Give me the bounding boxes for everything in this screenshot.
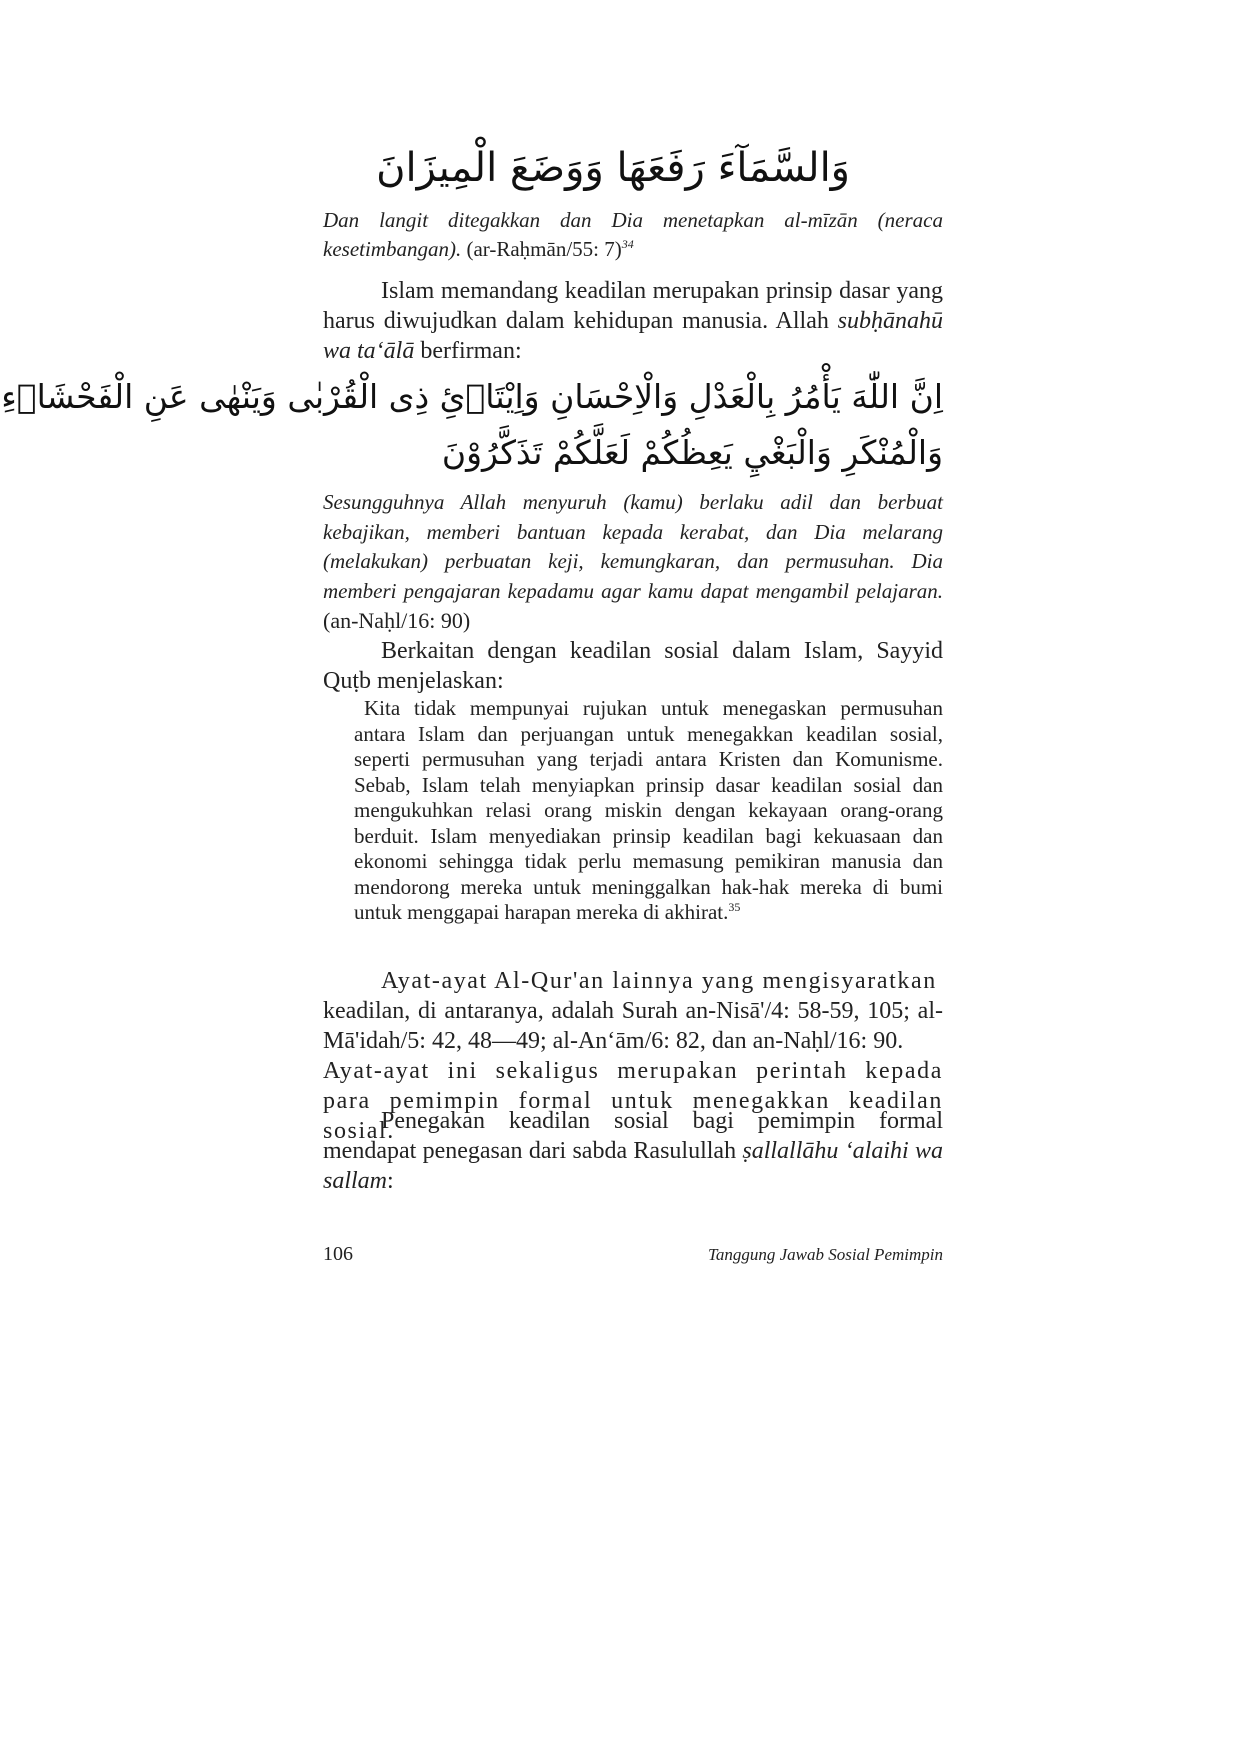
salawat-italic: ṣallallāhu ‘alaihi wa sallam bbox=[323, 1138, 943, 1194]
paragraph-end: berfirman: bbox=[414, 338, 522, 364]
translation-text: Sesungguhnya Allah menyuruh (kamu) berlaku adil dan berbuat kebajikan, memberi bantuan kepada kerabat, dan Dia melarang (melakukan) perbuatan keji, kemungkaran, dan permusuhan. Dia memberi pengajaran kepadamu agar kamu dapat mengambil pelajaran. bbox=[323, 490, 943, 603]
quote-text: Kita tidak mempunyai rujukan untuk menegaskan permusuhan antara Islam dan perjuangan untuk menegakkan keadilan sosial, seperti permusuhan yang terjadi antara Kristen dan Komunisme. Sebab, Islam telah menyiapkan prinsip dasar keadilan sosial dan mengukuhkan relasi orang miskin dengan kekayaan orang-orang berduit. Islam menyediakan prinsip keadilan bagi kekuasaan dan ekonomi sehingga tidak perlu memasung pemikiran manusia dan mendorong mereka untuk meninggalkan hak-hak mereka di bumi untuk menggapai harapan mereka di akhirat. bbox=[354, 696, 943, 924]
paragraph-references: keadilan, di antaranya, adalah Surah an-Nisā'/4: 58-59, 105; al-Mā'idah/5: 42, 48—49; al-An‘ām/6: 82, dan an-Naḥl/16: 90. bbox=[323, 998, 943, 1054]
block-quote-sayyid-qutb bbox=[354, 696, 943, 926]
verse-translation-ar-rahman bbox=[323, 206, 943, 264]
paragraph-sayyid-qutb: Berkaitan dengan keadilan sosial dalam Islam, Sayyid Quṭb menjelaskan: bbox=[323, 638, 943, 694]
arabic-verse-an-nahl-line1: اِنَّ اللّٰهَ يَأْمُرُ بِالْعَدْلِ وَالْاِحْسَانِ وَاِيْتَاۤئِ ذِى الْقُرْبٰى وَيَنْهٰى عَنِ الْفَحْشَاۤءِ bbox=[1, 377, 943, 416]
paragraph-text: Penegakan keadilan sosial bagi pemimpin formal mendapat penegasan dari sabda Rasulullah bbox=[323, 1108, 943, 1164]
verse-reference: (ar-Raḥmān/55: 7) bbox=[466, 237, 622, 261]
paragraph-end: : bbox=[387, 1168, 394, 1194]
paragraph-penegakan bbox=[323, 1106, 943, 1196]
footnote-marker: 34 bbox=[621, 237, 634, 251]
paragraph-keadilan-prinsip bbox=[323, 276, 943, 366]
paragraph-spaced-sentence: Ayat-ayat ini sekaligus merupakan perintah kepada para pemimpin formal untuk menegakkan keadilan sosial. bbox=[323, 1058, 943, 1144]
paragraph-first-line: Ayat-ayat Al-Qur'an lainnya yang mengisyaratkan bbox=[381, 968, 937, 994]
paragraph-text: Islam memandang keadilan merupakan prinsip dasar yang harus diwujudkan dalam kehidupan manusia. Allah bbox=[323, 278, 943, 334]
verse-reference: (an-Naḥl/16: 90) bbox=[323, 608, 471, 633]
running-head: Tanggung Jawab Sosial Pemimpin bbox=[707, 1245, 943, 1264]
arabic-verse-ar-rahman: وَالسَّمَآءَ رَفَعَهَا وَوَضَعَ الْمِيزَانَ bbox=[376, 145, 850, 191]
page-number: 106 bbox=[323, 1243, 353, 1265]
translation-text: Dan langit ditegakkan dan Dia menetapkan al-mīzān (neraca kesetimbangan). bbox=[323, 208, 943, 261]
honorific-italic: subḥānahū wa ta‘ālā bbox=[323, 308, 943, 364]
verse-translation-an-nahl bbox=[323, 488, 943, 637]
footnote-marker: 35 bbox=[728, 900, 741, 914]
arabic-verse-an-nahl-line2: وَالْمُنْكَرِ وَالْبَغْيِ يَعِظُكُمْ لَعَلَّكُمْ تَذَكَّرُوْنَ bbox=[441, 433, 943, 472]
